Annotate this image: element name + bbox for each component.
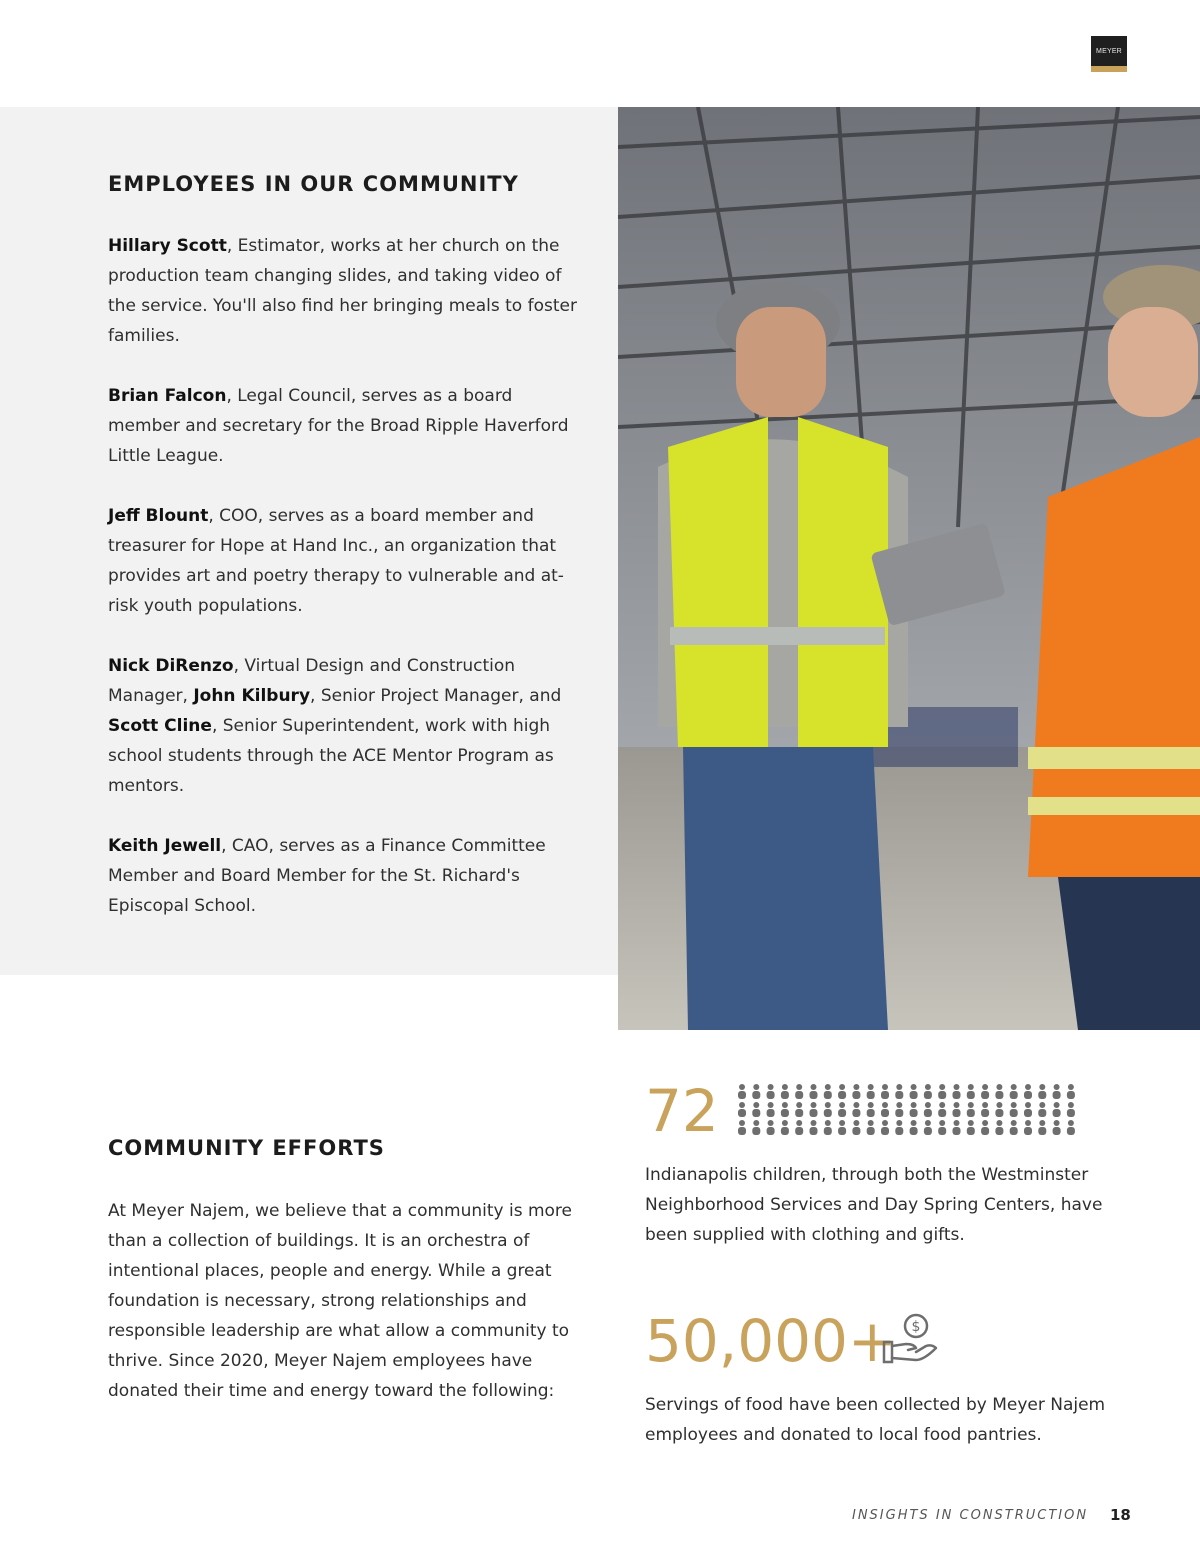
people-icon [737, 1083, 1082, 1137]
person-icon [781, 1120, 789, 1135]
employees-heading: EMPLOYEES IN OUR COMMUNITY [108, 172, 519, 196]
person-icon [767, 1102, 775, 1117]
person-icon [1010, 1084, 1018, 1099]
person-icon [895, 1120, 903, 1135]
person-icon [1053, 1084, 1061, 1099]
person-icon [981, 1084, 989, 1099]
person-icon [852, 1120, 860, 1135]
person-icon [895, 1084, 903, 1099]
person-icon [752, 1102, 760, 1117]
hand-money-icon [880, 1312, 940, 1368]
person-icon [1067, 1102, 1075, 1117]
person-icon [967, 1102, 975, 1117]
employee-description: , Legal Council, serves as a board member and secretary for the Broad Ripple Haverford Little League. [108, 386, 569, 466]
page-number: 18 [1110, 1506, 1131, 1524]
person-icon [752, 1084, 760, 1099]
person-icon [738, 1102, 746, 1117]
person-icon [910, 1120, 918, 1135]
person-icon [767, 1120, 775, 1135]
person-icon [795, 1120, 803, 1135]
employee-description: , Estimator, works at her church on the production team changing slides, and taking video of the service. You'll also find her bringing meals to foster families. [108, 236, 577, 346]
person-icon [838, 1102, 846, 1117]
person-icon [810, 1084, 818, 1099]
person-icon [824, 1102, 832, 1117]
person-icon [924, 1120, 932, 1135]
person-icon [995, 1120, 1003, 1135]
person-icon [953, 1084, 961, 1099]
person-icon [1067, 1120, 1075, 1135]
person-icon [867, 1120, 875, 1135]
person-icon [1053, 1102, 1061, 1117]
employee-description: , Senior Project Manager, and [310, 686, 562, 706]
person-icon [1038, 1120, 1046, 1135]
employee-name: John Kilbury [193, 686, 311, 706]
person-icon [924, 1084, 932, 1099]
person-icon [738, 1084, 746, 1099]
person-icon [867, 1084, 875, 1099]
person-icon [881, 1084, 889, 1099]
employee-paragraph [108, 231, 578, 351]
person-icon [1024, 1084, 1032, 1099]
employee-name: Hillary Scott [108, 236, 227, 256]
person-icon [1038, 1084, 1046, 1099]
children-stat-text: Indianapolis children, through both the Westminster Neighborhood Services and Day Spring Centers, have been supplied with clothing and gifts. [645, 1165, 1103, 1245]
person-icon [795, 1084, 803, 1099]
person-icon [895, 1102, 903, 1117]
person-icon [981, 1102, 989, 1117]
person-icon [1067, 1084, 1075, 1099]
employee-paragraph [108, 831, 578, 921]
person-icon [1038, 1102, 1046, 1117]
person-icon [767, 1084, 775, 1099]
person-icon [781, 1084, 789, 1099]
person-icon [981, 1120, 989, 1135]
employee-name: Scott Cline [108, 716, 212, 736]
person-icon [967, 1084, 975, 1099]
person-icon [795, 1102, 803, 1117]
person-icon [810, 1102, 818, 1117]
person-icon [838, 1120, 846, 1135]
person-icon [752, 1120, 760, 1135]
person-icon [953, 1120, 961, 1135]
person-icon [1010, 1120, 1018, 1135]
person-icon [910, 1084, 918, 1099]
person-icon [924, 1102, 932, 1117]
employee-paragraph [108, 651, 578, 801]
employee-name: Keith Jewell [108, 836, 222, 856]
person-icon [953, 1102, 961, 1117]
person-icon [881, 1120, 889, 1135]
person-icon [852, 1084, 860, 1099]
person-icon [881, 1102, 889, 1117]
person-icon [810, 1120, 818, 1135]
person-icon [910, 1102, 918, 1117]
company-logo [1091, 36, 1127, 72]
person-icon [867, 1102, 875, 1117]
person-icon [738, 1120, 746, 1135]
efforts-body: At Meyer Najem, we believe that a community is more than a collection of buildings. It is an orchestra of intentional places, people and energy. While a great foundation is necessary, strong relationships and responsible leadership are what allow a community to thrive. Since 2020, Meyer Najem employees have donated their time and energy toward the following: [108, 1201, 573, 1401]
efforts-heading: COMMUNITY EFFORTS [108, 1136, 385, 1160]
employee-paragraph [108, 501, 578, 621]
construction-photo [618, 107, 1200, 1030]
person-icon [938, 1084, 946, 1099]
person-icon [852, 1102, 860, 1117]
person-icon [1010, 1102, 1018, 1117]
person-icon [938, 1102, 946, 1117]
person-icon [781, 1102, 789, 1117]
employee-description: , Virtual Design and Construction Manager, [108, 656, 516, 706]
logo-text: MEYER [1096, 47, 1122, 55]
person-icon [995, 1102, 1003, 1117]
children-stat-value: 72 [645, 1077, 719, 1145]
employee-name: Brian Falcon [108, 386, 227, 406]
employee-description: , Senior Superintendent, work with high school students through the ACE Mentor Program as mentors. [108, 716, 554, 796]
food-stat-value: 50,000+ [645, 1307, 897, 1375]
footer-label: INSIGHTS IN CONSTRUCTION [852, 1508, 1089, 1523]
person-icon [1024, 1120, 1032, 1135]
person-icon [1024, 1102, 1032, 1117]
employee-name: Nick DiRenzo [108, 656, 234, 676]
person-icon [824, 1084, 832, 1099]
person-icon [824, 1120, 832, 1135]
person-icon [1053, 1120, 1061, 1135]
employee-name: Jeff Blount [108, 506, 209, 526]
person-icon [967, 1120, 975, 1135]
food-stat-text: Servings of food have been collected by Meyer Najem employees and donated to local food pantries. [645, 1395, 1106, 1445]
person-icon [938, 1120, 946, 1135]
employee-paragraph [108, 381, 578, 471]
employees-list [108, 231, 578, 951]
person-icon [838, 1084, 846, 1099]
employee-description: , COO, serves as a board member and treasurer for Hope at Hand Inc., an organization that provides art and poetry therapy to vulnerable and at-risk youth populations. [108, 506, 564, 616]
employee-description: , CAO, serves as a Finance Committee Member and Board Member for the St. Richard's Episcopal School. [108, 836, 546, 916]
person-icon [995, 1084, 1003, 1099]
svg-text:$: $ [911, 1319, 921, 1335]
